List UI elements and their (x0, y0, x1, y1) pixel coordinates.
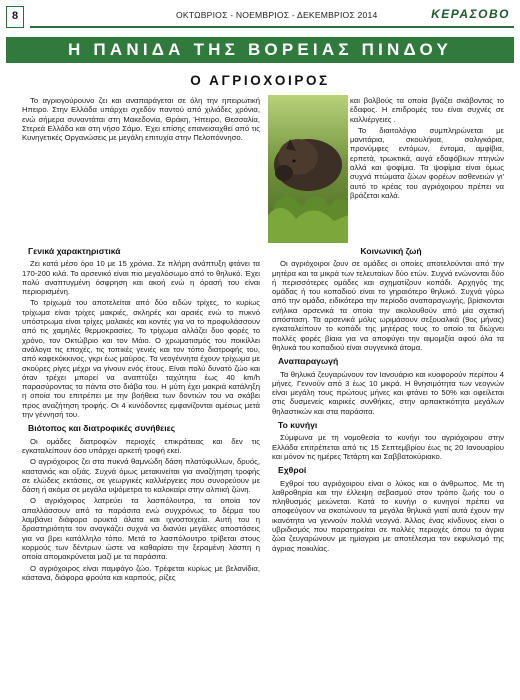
paragraph: Ο αγριόχοιρος ζει στα πυκνά θαμνώδη δάση πλατύφυλλων, δρυός, καστανιάς και οξιάς. Συχνά όμως μετακινείται για αναζήτηση τροφής σε ελώδεις εκτάσεις, σε γεωργικές καλλιέργειες που συνορεύουν με δάση ή ακόμα σε μεγάλα υψόμετρα το καλοκαίρι στην αλπική ζώνη. (22, 457, 260, 495)
paragraph: Ο αγριόχοιρος είναι παμφάγο ζώο. Τρέφεται κυρίως με βελανίδια, κάστανα, διάφορα φρούτα και καρπούς, ρίζες (22, 563, 260, 582)
column-right-top (350, 96, 504, 202)
page-header (6, 6, 514, 32)
paragraph: Σύμφωνα με τη νομοθεσία το κυνήγι του αγριόχοιρου στην Ελλάδα επιτρέπεται από τις 15 Σεπτεμβρίου έως τις 20 Ιανουαρίου και μόνον τις ημέρες Τετάρτη και Σαββατοκύριακο. (272, 433, 504, 461)
paragraph: Οι ομάδες διατροφών περιοχές επικράτειας και δεν τις εγκαταλείπουν όσο υπάρχει αρκετή τροφή εκεί. (22, 436, 260, 455)
heading-social: Κοινωνική ζωή (360, 246, 422, 256)
column-right (272, 242, 504, 555)
paragraph: Τα θηλυκά ζευγαρώνουν τον Ιανουάριο και κυοφορούν περίπου 4 μήνες. Γεννούν από 3 έως 10 μικρά. Η θνησιμότητα των νεογνών είναι μεγάλη τους πρώτους μήνες και φτάνει το 50% και οφείλεται στις δυσμενείς καιρικές συνθήκες, στην αρπακτικότητα μεγάλων θηλαστικών και στα παράσιτα. (272, 369, 504, 416)
section-banner: Η ΠΑΝΙΔΑ ΤΗΣ ΒΟΡΕΙΑΣ ΠΙΝΔΟΥ (6, 37, 514, 63)
paragraph: Οι αγριόχοιροι ζουν σε ομάδες οι οποίες αποτελούνται από την μητέρα και τα μικρά των τελευταίων δύο ετών. Συχνά ενώνονται δύο ή περισσότερες ομάδες και σχηματίζουν κοπάδι. Αρχηγός της ομάδας ή του κοπαδιού είναι το γηραιότερο θηλυκό. Συχνά γύρω από την ομάδα, ειδικότερα την περίοδο αναπαραγωγής, βρίσκονται ενήλικα αρσενικά τα οποία την ακολουθούν από μία σχετική απόσταση. Τα αρσενικά μόλις ωριμάσουν σεξουαλικά (9ος μήνας) εγκαταλείπουν το κοπάδι της μητέρας τους το οποίο τα διώχνει πολλές φορές βίαια για να αποφύγει την αιμομιξία αφού όλα τα θηλυκά του κοπαδιού είναι συγγενικά άτομα. (272, 259, 504, 352)
paragraph: Το τρίχωμά του αποτελείται από δύο ειδών τρίχες, το κυρίως τρίχωμα είναι τρίχες μακριές, σκληρές και αραιές ενώ το πυκνό υπόστρωμα είναι τρίχες μαλακές και κοντές για να το προφυλάσσουν από τις χαμηλές θερμοκρασίες. Το τρίχωμα αλλάζει δυο φορές το χρόνο, τον Οκτώβριο και τον Μάιο. Ο χρωματισμός του ποικίλλει ανάλογα τις εποχές, τις τοπικές γενιές και τον τόπο διατροφής του, από καφεκόκκινος, γκρι έως μαύρος. Τα νεογέννητα έχουν τρίχωμα με σκούρες ρίγες μέχρι να γίνουν ενός έτους. Είναι πολύ δυνατό ζώο και όταν τρέχει μπορεί να αναπτύξει ταχύτητα έως 40 km/h παρασύροντας τα πάντα στο διάβα του. Η μύτη έχει μακριά κατάληξη η οποία του επιτρέπει με την βοήθεια των δοντιών του να σκάβει προς αναζήτηση τροφής. Οι 4 κυνόδοντες εμφανίζονται αμέσως μετά την γέννησή του. (22, 298, 260, 420)
paragraph: Εχθροί του αγριόχοιρου είναι ο λύκος και ο άνθρωπος. Με τη λαθροθηρία και την έλλειψη σεβασμού στον τρόπο ζωής του ο πληθυσμός μειώνεται. Κατά το κυνήγι ο κυνηγοί πρέπει να αποφεύγουν να σκοτώνουν τα μεγάλα θηλυκά γιατί αυτά έχουν την ικανότητα να γεννούν πολλά νεογνά. Άλλος ένας κίνδυνος είναι ο υβριδισμός που παρατηρείται σε πολλές περιοχές όπου τα άγρια ζώα ζευγαρώνουν με ημίαγρια με αποτέλεσμα τον εκφυλισμό της άγριας ποικιλίας. (272, 478, 504, 553)
heading-hunting: Το κυνήγι (278, 420, 318, 431)
paragraph: Ο αγριόχοιρος λατρεύει τα λασπόλουτρα, τα οποία τον απαλλάσσουν από τα παράσιτα ενώ συγχρόνως το δέρμα του λαμβάνει διάφορα ορυκτά άλατα και ιχνοστοιχεία. Αυτή του η δραστηριότητα τον αναγκάζει συχνά να διανύει μεγάλες αποστάσεις για να βρει κατάλληλο τόπο. Μετά το λασπόλουτρο τρίβεται στους κορμούς των δέντρων ώστε να καθαρίσει την ξεραμένη λάσπη η οποία απομακρύνεται μαζί με τα παράσιτα. (22, 496, 260, 562)
column-left (22, 242, 260, 584)
wild-boar-photo (268, 95, 348, 243)
paragraph: Ζει κατά μέσο όρο 10 με 15 χρόνια. Σε πλήρη ανάπτυξη φτάνει τα 170-200 κιλά. Το αρσενικό είναι πιο μεγαλόσωμο από το θηλυκό. Έχει πολύ αναπτυγμένη όσφρηση και ακοή ενώ η όρασή του είναι περιορισμένη. (22, 259, 260, 297)
heading-general: Γενικά χαρακτηριστικά (28, 246, 121, 256)
paragraph: Το διαιτολόγιο συμπληρώνεται με μανιτάρια, σκουλήκια, σαλιγκάρια, προνύμφες εντόμων, έντομα, αμφίβια, ερπετά, τρωκτικά, αυγά εδαφόβιων πτηνών αλλά και ψοφίμια. Τα ψοφίμια είναι όμως συχνά πτώματα ζώων φορέων ασθενειών γι' αυτό το κρέας του αγριόχοιρου πρέπει να βράζεται καλά. (350, 125, 504, 200)
publication-brand: ΚΕΡΑΣΟΒΟ (431, 7, 510, 21)
intro-paragraph: Το αγριογούρουνο ζει και αναπαράγεται σε όλη την ηπειρωτική Ηπειρο. Στην Ελλάδα υπάρχει σχεδόν παντού από χιλιάδες χρόνια, ενώ σήμερα συναντάται στη Μακεδονία, Θράκη, Ήπειρο, Θεσσαλία, Στερεά Ελλάδα και στη νήσο Σάμο. Έχει επίσης επανεισαχθεί από τις Κυνηγετικές Οργανώσεις με μεγάλη επιτυχία στην Πελοπόννησο. (22, 96, 260, 143)
page-number: 8 (6, 6, 24, 28)
heading-reproduction: Αναπαραγωγή (278, 356, 339, 367)
header-rule (30, 26, 514, 28)
column-left-top (22, 96, 260, 144)
heading-enemies: Εχθροί (278, 465, 307, 476)
article-title: Ο ΑΓΡΙΟΧΟΙΡΟΣ (190, 73, 330, 88)
heading-biotope: Βιότοπος και διατροφικές συνήθειες (28, 423, 176, 434)
issue-date: ΟΚΤΩΒΡΙΟΣ - ΝΟΕΜΒΡΙΟΣ - ΔΕΚΕΜΒΡΙΟΣ 2014 (176, 10, 378, 20)
paragraph: και βολβούς τα οποία βγάζει σκάβοντας το έδαφος. Η επιδρομές του είναι συχνές σε καλλιέργειες . (350, 96, 504, 124)
